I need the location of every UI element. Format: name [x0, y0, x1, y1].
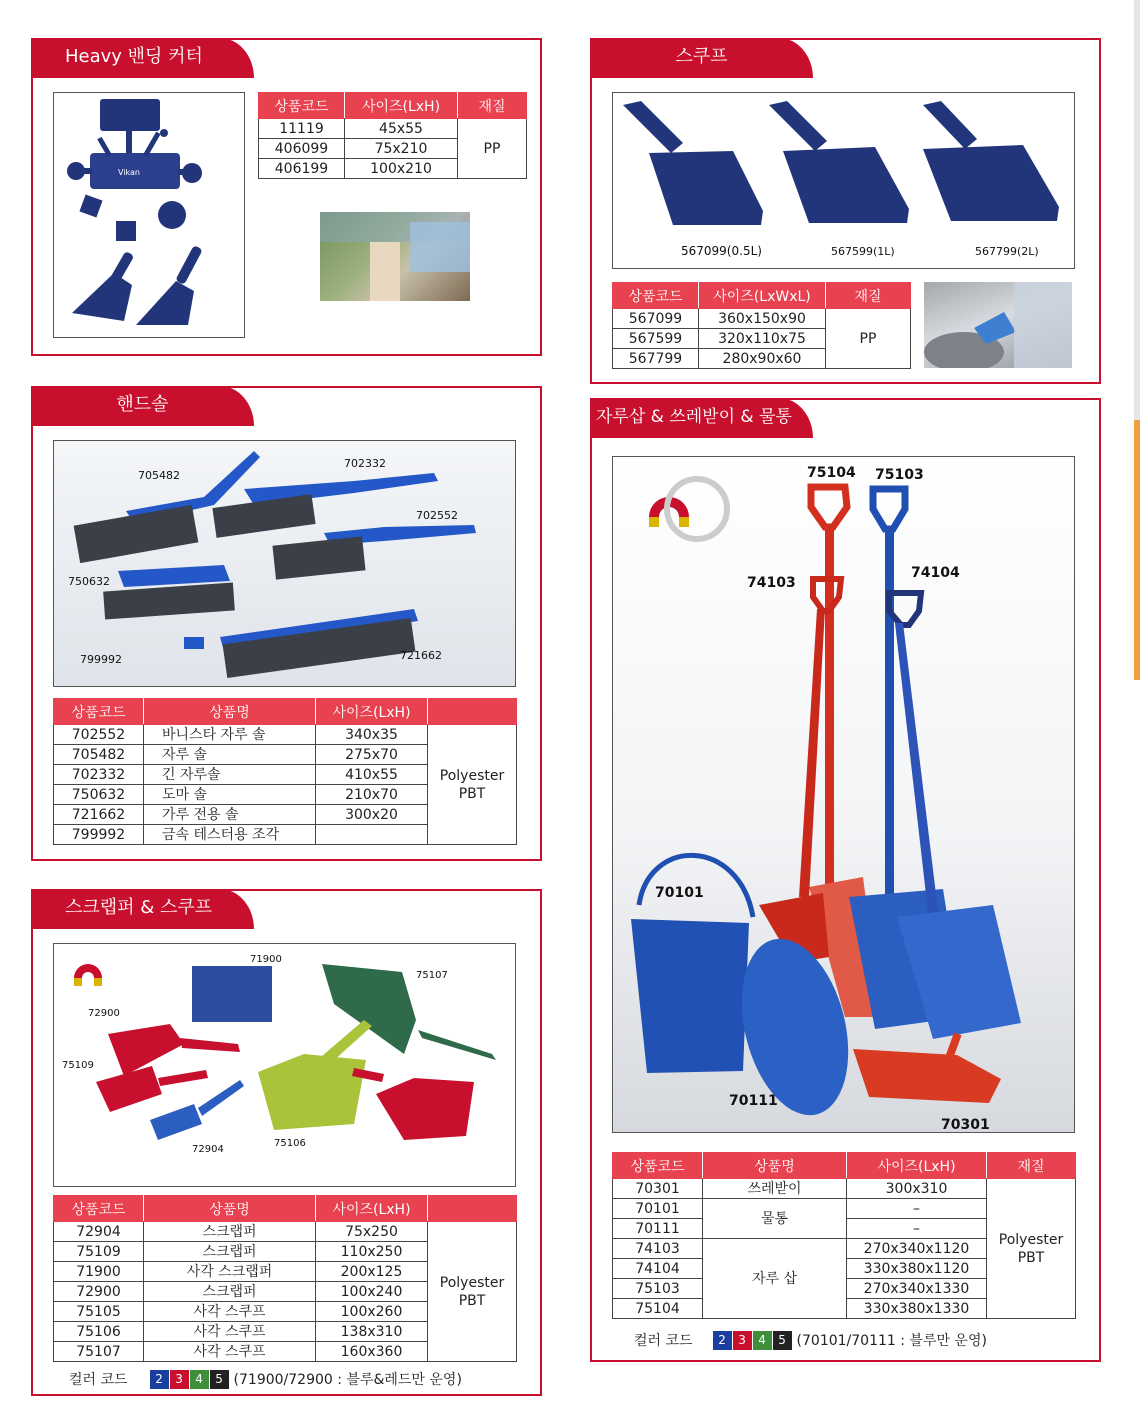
table-cell-size: –	[847, 1199, 987, 1219]
panel-scoop	[590, 38, 1101, 384]
scraper-label: 71900	[250, 954, 282, 965]
table-cell-code: 721662	[54, 805, 144, 825]
table-cell-code: 75107	[54, 1342, 144, 1362]
table-cell-name: 바니스타 자루 솔	[144, 725, 316, 745]
table-cell-name: 스크랩퍼	[144, 1242, 316, 1262]
color-code-note: (70101/70111 : 블루만 운영)	[796, 1333, 987, 1349]
col-header-name: 상품명	[703, 1153, 847, 1179]
table-heavy-cutter	[258, 92, 527, 179]
col-header-name: 상품명	[144, 699, 316, 725]
panel-shovel-dustpan-bucket	[590, 398, 1101, 1362]
metal-detect-logo	[74, 964, 102, 986]
shovel-label: 70111	[729, 1093, 778, 1109]
table-cell-name: 도마 솔	[144, 785, 316, 805]
table-cell-size: 280x90x60	[699, 349, 826, 369]
table-cell-size: 45x55	[345, 119, 458, 139]
table-cell-material: PP	[826, 309, 911, 369]
table-cell-material	[428, 725, 517, 845]
color-code-label: 컬러 코드	[634, 1333, 693, 1349]
swatch-green: 4	[753, 1331, 772, 1350]
table-cell-code: 406199	[259, 159, 345, 179]
table-cell-code: 72904	[54, 1222, 144, 1242]
table-cell-code: 750632	[54, 785, 144, 805]
col-header-code: 상품코드	[54, 1196, 144, 1222]
col-header-name: 상품명	[144, 1196, 316, 1222]
table-cell-code: 567799	[613, 349, 699, 369]
table-cell-code: 74103	[613, 1239, 703, 1259]
table-cell-name: 자루 솔	[144, 745, 316, 765]
table-cell-code: 72900	[54, 1282, 144, 1302]
brush-label: 702332	[344, 457, 386, 470]
panel-title: Heavy 밴딩 커터	[31, 38, 254, 78]
swatch-red: 3	[733, 1331, 752, 1350]
table-cell-name: 물통	[703, 1199, 847, 1239]
col-header-blank	[428, 699, 517, 725]
scraper-label: 75105	[390, 1140, 422, 1151]
shovel-label: 75104	[807, 465, 856, 481]
brush-label: 750632	[68, 575, 110, 588]
material-line: Polyester	[439, 1274, 505, 1291]
table-cell-name: 스크랩퍼	[144, 1282, 316, 1302]
table-cell-size: 200x125	[316, 1262, 428, 1282]
table-cell-size: 100x260	[316, 1302, 428, 1322]
swatch-red: 3	[170, 1370, 189, 1389]
table-cell-material	[987, 1179, 1076, 1319]
scraper-label: 75106	[274, 1138, 306, 1149]
shovel-label: 74103	[747, 575, 796, 591]
table-cell-size: 210x70	[316, 785, 428, 805]
table-cell-name: 사각 스크랩퍼	[144, 1262, 316, 1282]
table-cell-code: 11119	[259, 119, 345, 139]
col-header-size: 사이즈(LxH)	[316, 699, 428, 725]
table-cell-size: 75x250	[316, 1222, 428, 1242]
brush-label: 721662	[400, 649, 442, 662]
brush-label: 705482	[138, 469, 180, 482]
table-cell-code: 75103	[613, 1279, 703, 1299]
material-line: Polyester	[998, 1231, 1064, 1248]
table-cell-size: 75x210	[345, 139, 458, 159]
table-cell-size: 300x20	[316, 805, 428, 825]
product-image-cutter	[53, 92, 245, 338]
table-cell-name: 사각 스쿠프	[144, 1302, 316, 1322]
scoop-label: 567099(0.5L)	[681, 244, 762, 258]
color-code-row	[69, 1369, 462, 1389]
scraper-label: 72904	[192, 1144, 224, 1155]
table-cell-code: 705482	[54, 745, 144, 765]
shovel-label: 75103	[875, 467, 924, 483]
panel-title: 핸드솔	[31, 386, 254, 426]
table-cell-code: 75105	[54, 1302, 144, 1322]
swatch-blue: 2	[713, 1331, 732, 1350]
table-cell-name: 자루 삽	[703, 1239, 847, 1319]
svg-text:Vikan: Vikan	[118, 168, 140, 177]
table-cell-size: –	[847, 1219, 987, 1239]
table-cell-size: 270x340x1330	[847, 1279, 987, 1299]
col-header-material: 재질	[826, 283, 911, 309]
scraper-label: 75107	[416, 970, 448, 981]
color-code-note: (71900/72900 : 블루&레드만 운영)	[233, 1372, 462, 1388]
table-cell-code: 75106	[54, 1322, 144, 1342]
table-cell-name: 긴 자루솔	[144, 765, 316, 785]
col-header-code: 상품코드	[259, 93, 345, 119]
panel-hand-brush	[31, 386, 542, 861]
usage-photo-scoop	[924, 282, 1072, 368]
table-cell-code: 75104	[613, 1299, 703, 1319]
material-line: Polyester	[439, 767, 505, 784]
scoop-label: 567799(2L)	[975, 245, 1039, 258]
table-scoop	[612, 282, 911, 369]
table-cell-code: 406099	[259, 139, 345, 159]
table-cell-name: 스크랩퍼	[144, 1222, 316, 1242]
table-cell-name: 가루 전용 솔	[144, 805, 316, 825]
swatch-blue: 2	[150, 1370, 169, 1389]
table-cell-size: 300x310	[847, 1179, 987, 1199]
table-cell-size: 410x55	[316, 765, 428, 785]
table-cell-name: 사각 스쿠프	[144, 1342, 316, 1362]
product-image-brushes	[53, 440, 516, 687]
panel-title: 스크랩퍼 & 스쿠프	[31, 889, 254, 929]
table-cell-code: 70301	[613, 1179, 703, 1199]
table-cell-code: 567099	[613, 309, 699, 329]
table-cell-size: 100x240	[316, 1282, 428, 1302]
table-cell-size	[316, 825, 428, 845]
color-code-label: 컬러 코드	[69, 1372, 128, 1388]
page-edge-mark-orange	[1134, 420, 1140, 680]
table-cell-size: 138x310	[316, 1322, 428, 1342]
table-cell-code: 702332	[54, 765, 144, 785]
table-cell-size: 270x340x1120	[847, 1239, 987, 1259]
swatch-black: 5	[773, 1331, 792, 1350]
col-header-material: 재질	[458, 93, 527, 119]
table-cell-name: 금속 테스터용 조각	[144, 825, 316, 845]
material-line: PBT	[1017, 1249, 1045, 1266]
scraper-label: 75109	[62, 1060, 94, 1071]
metal-detect-logo	[649, 479, 727, 539]
table-cell-size: 330x380x1120	[847, 1259, 987, 1279]
table-cell-size: 320x110x75	[699, 329, 826, 349]
brush-label: 799992	[80, 653, 122, 666]
table-cell-material	[428, 1222, 517, 1362]
shovel-label: 70301	[941, 1117, 990, 1133]
material-line: PBT	[458, 785, 486, 802]
table-scraper-scoop	[53, 1195, 517, 1362]
material-line: PBT	[458, 1292, 486, 1309]
col-header-code: 상품코드	[54, 699, 144, 725]
table-cell-name: 쓰레받이	[703, 1179, 847, 1199]
panel-title: 스쿠프	[590, 38, 813, 78]
table-cell-size: 330x380x1330	[847, 1299, 987, 1319]
scoop-label: 567599(1L)	[831, 245, 895, 258]
table-shovel	[612, 1152, 1076, 1319]
usage-photo-cutter	[320, 212, 470, 301]
table-cell-size: 100x210	[345, 159, 458, 179]
col-header-size: 사이즈(LxH)	[345, 93, 458, 119]
color-code-row	[634, 1330, 987, 1350]
table-cell-code: 75109	[54, 1242, 144, 1262]
table-cell-code: 74104	[613, 1259, 703, 1279]
col-header-material: 재질	[987, 1153, 1076, 1179]
table-cell-size: 360x150x90	[699, 309, 826, 329]
col-header-size: 사이즈(LxWxL)	[699, 283, 826, 309]
table-cell-code: 702552	[54, 725, 144, 745]
shovel-label: 70101	[655, 885, 704, 901]
table-cell-size: 160x360	[316, 1342, 428, 1362]
swatch-green: 4	[190, 1370, 209, 1389]
col-header-blank	[428, 1196, 517, 1222]
table-cell-code: 70101	[613, 1199, 703, 1219]
table-cell-material: PP	[458, 119, 527, 179]
table-cell-code: 567599	[613, 329, 699, 349]
table-cell-size: 110x250	[316, 1242, 428, 1262]
product-image-scoops	[612, 92, 1075, 269]
panel-title: 자루삽 & 쓰레받이 & 물통	[590, 398, 813, 438]
col-header-size: 사이즈(LxH)	[847, 1153, 987, 1179]
col-header-code: 상품코드	[613, 1153, 703, 1179]
table-cell-size: 340x35	[316, 725, 428, 745]
table-cell-size: 275x70	[316, 745, 428, 765]
page-edge-mark	[1134, 0, 1140, 420]
shovel-label: 74104	[911, 565, 960, 581]
swatch-black: 5	[210, 1370, 229, 1389]
product-image-scrapers	[53, 943, 516, 1187]
table-cell-name: 사각 스쿠프	[144, 1322, 316, 1342]
panel-scraper-scoop	[31, 889, 542, 1396]
product-image-shovels	[612, 456, 1075, 1133]
table-cell-code: 71900	[54, 1262, 144, 1282]
panel-heavy-cutter	[31, 38, 542, 356]
brush-label: 702552	[416, 509, 458, 522]
table-cell-code: 799992	[54, 825, 144, 845]
table-cell-code: 70111	[613, 1219, 703, 1239]
col-header-size: 사이즈(LxH)	[316, 1196, 428, 1222]
scraper-label: 72900	[88, 1008, 120, 1019]
col-header-code: 상품코드	[613, 283, 699, 309]
table-hand-brush	[53, 698, 517, 845]
